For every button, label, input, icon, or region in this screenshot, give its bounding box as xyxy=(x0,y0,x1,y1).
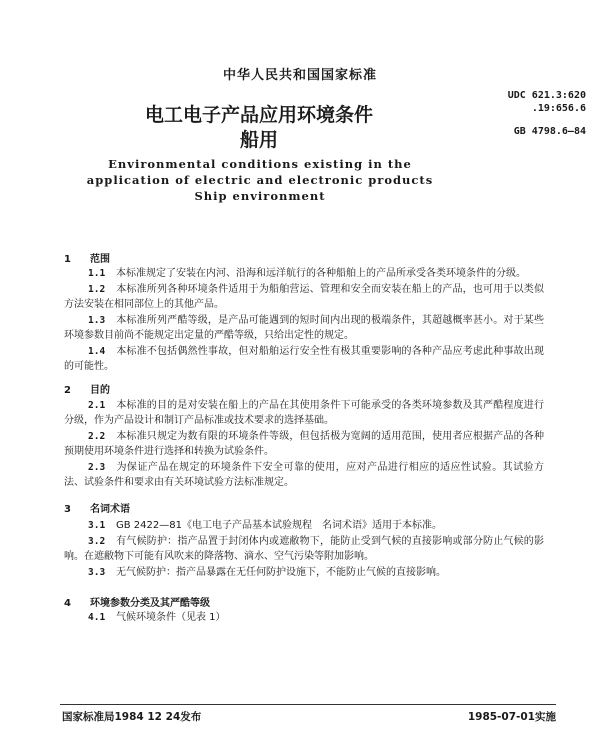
paragraph-number: 1.2 xyxy=(88,284,106,295)
paragraph-text: 本标准只规定为数有限的环境条件等级，但包括极为宽阔的适用范围，使用者应根据产品的各种预期使用环境条件进行选择和转换为试验条件。 xyxy=(64,431,544,457)
paragraph-text: 本标准所列严酷等级，是产品可能遇到的短时间内出现的极端条件，其超越概率甚小。对于某些环境参数目前尚不能规定出定量的严酷等级，只给出定性的规定。 xyxy=(64,315,544,341)
paragraph-number: 1.1 xyxy=(88,268,106,279)
issuing-country-standard: 中华人民共和国国家标准 xyxy=(222,68,377,83)
footer-divider xyxy=(60,704,556,705)
section-title: 范围 xyxy=(90,254,110,265)
paragraph xyxy=(64,266,544,281)
section-title: 名词术语 xyxy=(90,504,130,515)
english-title-line1: Environmental conditions existing in the xyxy=(108,157,412,171)
section-heading xyxy=(64,250,110,265)
paragraph-number: 1.4 xyxy=(88,346,106,357)
paragraph xyxy=(64,398,544,428)
paragraph-number: 2.2 xyxy=(88,431,106,442)
paragraph-text: 本标准的目的是对安装在船上的产品在其使用条件下可能承受的各类环境参数及其严酷程度进行分级，作为产品设计和制订产品标准或技术要求的选择基础。 xyxy=(64,400,544,426)
english-title-line2: application of electric and electronic products xyxy=(86,173,434,187)
section-number: 1 xyxy=(64,254,71,265)
paragraph-text: 本标准不包括偶然性事故，但对船舶运行安全性有极其重要影响的各种产品应考虑此种事故出现的可能性。 xyxy=(64,346,544,372)
section-number: 3 xyxy=(64,504,71,515)
paragraph xyxy=(64,518,544,533)
paragraph-number: 3.1 xyxy=(88,520,106,531)
section-title: 环境参数分类及其严酷等级 xyxy=(90,598,210,609)
paragraph xyxy=(64,313,544,343)
udc-code-line1: UDC 621.3:620 xyxy=(507,90,586,101)
section-title: 目的 xyxy=(90,385,110,396)
paragraph xyxy=(64,460,544,490)
paragraph-text: 本标准所列各种环境条件适用于为船舶营运、管理和安全而安装在船上的产品，也可用于以类似方法安装在相同部位上的其他产品。 xyxy=(64,284,544,310)
paragraph-number: 4.1 xyxy=(88,612,106,623)
paragraph-number: 3.2 xyxy=(88,536,106,547)
paragraph-text: 无气候防护：指产品暴露在无任何防护设施下，不能防止气候的直接影响。 xyxy=(116,567,446,578)
paragraph-number: 2.1 xyxy=(88,400,106,411)
udc-code-line2: .19:656.6 xyxy=(531,103,586,114)
paragraph-number: 2.3 xyxy=(88,462,106,473)
paragraph-text: GB 2422—81《电工电子产品基本试验规程 名词术语》适用于本标准。 xyxy=(116,520,442,531)
document-subtitle: 船用 xyxy=(239,129,278,151)
paragraph xyxy=(64,344,544,374)
paragraph xyxy=(64,282,544,312)
paragraph xyxy=(64,610,544,625)
section-heading xyxy=(64,500,130,515)
paragraph-text: 气候环境条件（见表 1） xyxy=(116,612,226,623)
section-number: 4 xyxy=(64,598,71,609)
section-heading xyxy=(64,594,210,609)
paragraph-number: 1.3 xyxy=(88,315,106,326)
paragraph-number: 3.3 xyxy=(88,567,106,578)
document-title: 电工电子产品应用环境条件 xyxy=(144,104,373,126)
gb-standard-number: GB 4798.6—84 xyxy=(513,126,586,137)
paragraph-text: 本标准规定了安装在内河、沿海和远洋航行的各种船舶上的产品所承受各类环境条件的分级。 xyxy=(116,268,526,279)
paragraph xyxy=(64,429,544,459)
paragraph xyxy=(64,565,544,580)
english-title-line3: Ship environment xyxy=(194,189,326,203)
section-heading xyxy=(64,381,110,396)
issue-date: 国家标准局1984 12 24发布 xyxy=(62,711,202,723)
paragraph-text: 为保证产品在规定的环境条件下安全可靠的使用，应对产品进行相应的适应性试验。其试验方法、试验条件和要求由有关环境试验方法标准规定。 xyxy=(64,462,544,488)
paragraph xyxy=(64,534,544,564)
effective-date: 1985-07-01实施 xyxy=(467,711,556,723)
paragraph-text: 有气候防护：指产品置于封闭体内或遮敝物下，能防止受到气候的直接影响或部分防止气候的影响。在遮敝物下可能有风吹来的降落物、滴水、空气污染等附加影响。 xyxy=(64,536,544,562)
section-number: 2 xyxy=(64,385,71,396)
